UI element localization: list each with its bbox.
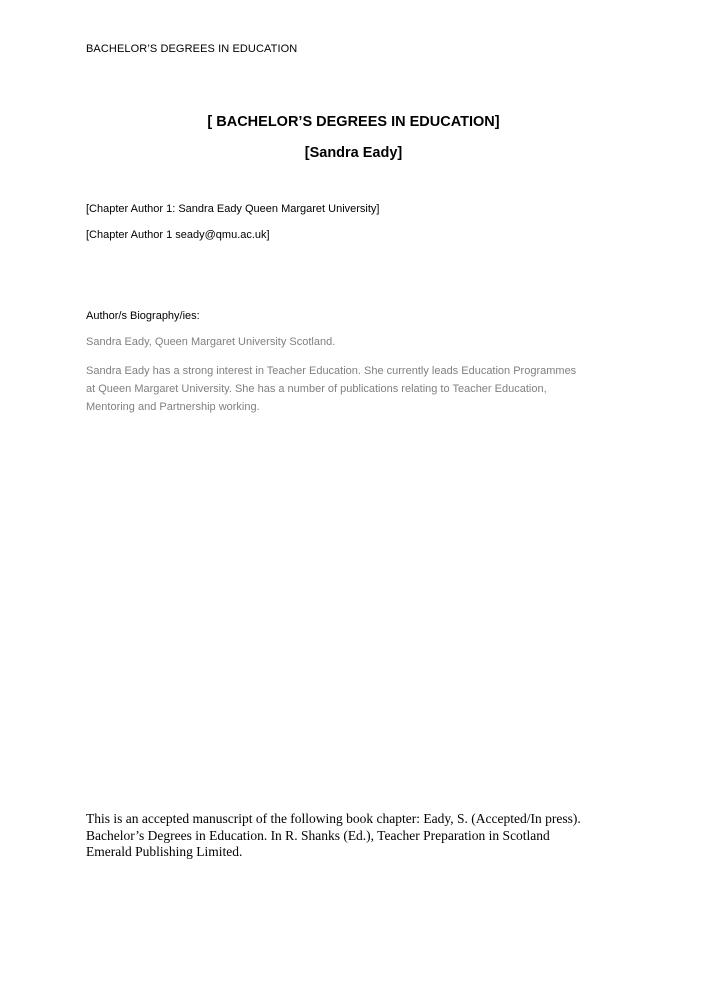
manuscript-note-line: Bachelor’s Degrees in Education. In R. Shanks (Ed.), Teacher Preparation in Scotland	[86, 827, 550, 843]
author-affiliation: [Chapter Author 1: Sandra Eady Queen Margaret University]	[86, 203, 380, 215]
chapter-author: [Sandra Eady]	[304, 145, 403, 161]
manuscript-note	[86, 811, 646, 861]
manuscript-note-line: This is an accepted manuscript of the following book chapter: Eady, S. (Accepted/In press).	[86, 811, 581, 826]
biography-paragraph	[86, 362, 626, 416]
biography-affiliation: Sandra Eady, Queen Margaret University Scotland.	[86, 336, 336, 348]
manuscript-note-line: Emerald Publishing Limited.	[86, 844, 243, 859]
running-header: BACHELOR’S DEGREES IN EDUCATION	[86, 43, 298, 55]
biography-line: Sandra Eady has a strong interest in Teacher Education. She currently leads Education Programmes	[86, 365, 577, 377]
biography-line: Mentoring and Partnership working.	[86, 401, 260, 413]
author-email: [Chapter Author 1 seady@qmu.ac.uk]	[86, 229, 270, 241]
biography-line: at Queen Margaret University. She has a number of publications relating to Teacher Education,	[86, 383, 547, 395]
biography-heading: Author/s Biography/ies:	[86, 310, 200, 322]
chapter-title: [ BACHELOR’S DEGREES IN EDUCATION]	[207, 114, 500, 130]
